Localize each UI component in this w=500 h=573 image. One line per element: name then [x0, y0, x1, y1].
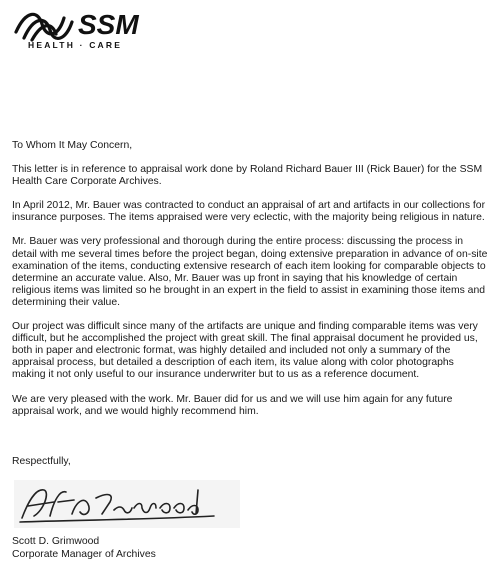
- letter-body: [12, 140, 490, 430]
- signer-name: Scott D. Grimwood: [12, 536, 100, 547]
- salutation: To Whom It May Concern,: [12, 140, 133, 151]
- logo-wordmark: SSM: [78, 9, 139, 40]
- paragraph-5: We are very pleased with the work. Mr. Bauer did for us and we will use him again for any future appraisal work, and we would highly recommend him.: [12, 393, 453, 417]
- paragraph-4: Our project was difficult since many of the artifacts are unique and finding comparable items was very difficult, but he accomplished the project with great skill. The final appraisal document he provided us, both in paper and electronic format, was highly detailed and included not only a summary of the appraisal process, but detailed a description of each item, its value along with color photographs making it not only useful to our insurance underwriter but to us as a reference document.: [12, 321, 478, 381]
- ssm-health-care-logo: [12, 4, 172, 52]
- handwritten-signature-icon: [14, 480, 240, 528]
- signature: [14, 480, 240, 528]
- closing: Respectfully,: [12, 456, 71, 467]
- paragraph-3: Mr. Bauer was very professional and thorough during the entire process: discussing the process in detail with me several times before the project began, doing extensive preparation in advance of on-site examination of the items, conducting extensive research of each item looking for comparable objects to determine an accurate value. Also, Mr. Bauer was up front in saying that his knowledge of certain religious items was limited so he brought in an expert in the field to assist in examining those items and determining their value.: [12, 236, 488, 308]
- signer-title: Corporate Manager of Archives: [12, 549, 156, 560]
- paragraph-1: This letter is in reference to appraisal work done by Roland Richard Bauer III (Rick Bauer) for the SSM Health Care Corporate Archives.: [12, 164, 483, 188]
- logo-tagline: HEALTH · CARE: [28, 40, 123, 50]
- paragraph-2: In April 2012, Mr. Bauer was contracted to conduct an appraisal of art and artifacts in our collections for insurance purposes. The items appraised were very eclectic, with the majority being religious in nature.: [12, 200, 486, 224]
- ssm-wave-logo-icon: [12, 4, 172, 52]
